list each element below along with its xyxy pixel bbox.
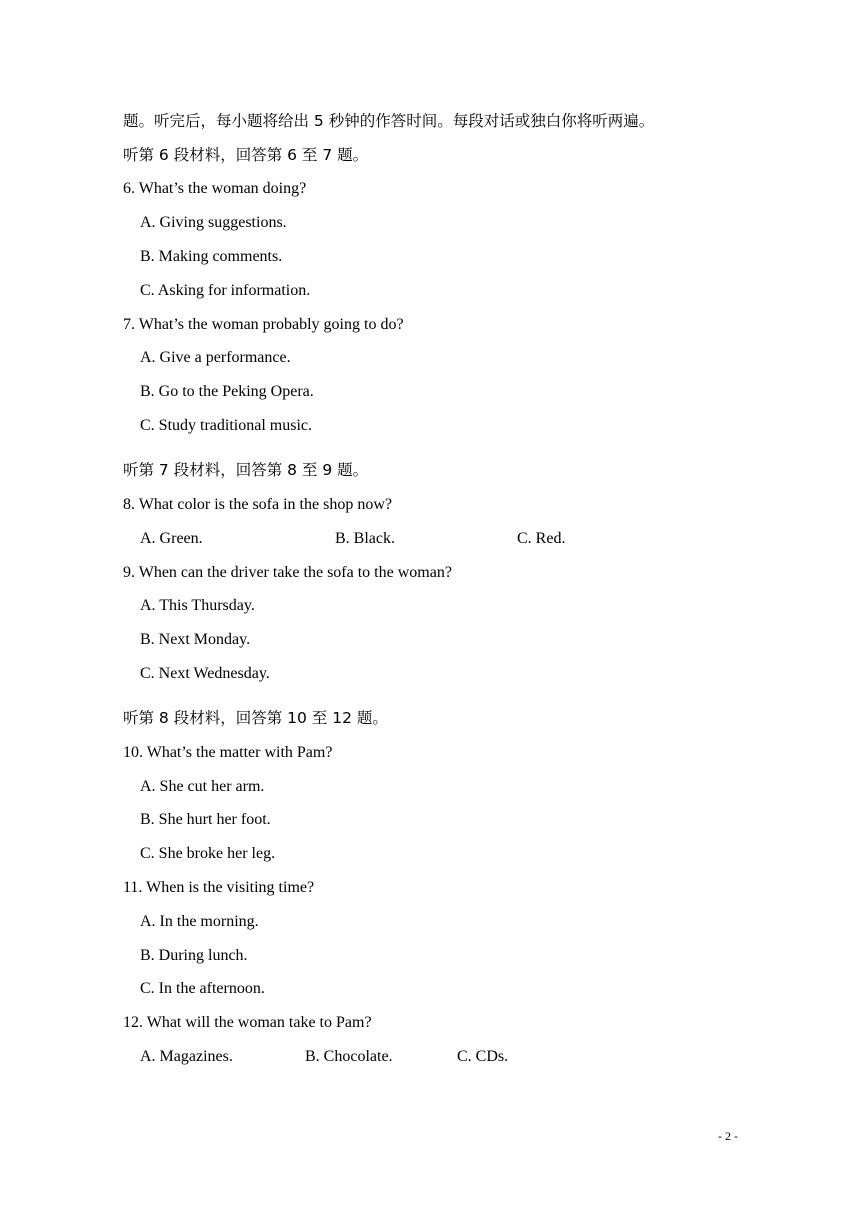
section-header-8: 听第 8 段材料，回答第 10 至 12 题。 (123, 709, 388, 727)
q10-option-a: A. She cut her arm. (140, 778, 265, 795)
q8-option-b: B. Black. (335, 530, 395, 547)
q11-option-a: A. In the morning. (140, 913, 259, 930)
question-6: 6. What’s the woman doing? (123, 180, 307, 197)
q7-option-c: C. Study traditional music. (140, 417, 312, 434)
question-12: 12. What will the woman take to Pam? (123, 1014, 372, 1031)
q11-option-b: B. During lunch. (140, 947, 248, 964)
q12-option-b: B. Chocolate. (305, 1048, 393, 1065)
section-header-6: 听第 6 段材料，回答第 6 至 7 题。 (123, 146, 369, 164)
q12-option-a: A. Magazines. (140, 1048, 233, 1065)
question-7: 7. What’s the woman probably going to do? (123, 316, 404, 333)
q6-option-c: C. Asking for information. (140, 282, 311, 299)
question-8: 8. What color is the sofa in the shop now? (123, 496, 392, 513)
q9-option-c: C. Next Wednesday. (140, 665, 270, 682)
instructions-text: 题。听完后，每小题将给出 5 秒钟的作答时间。每段对话或独白你将听两遍。 (123, 112, 655, 130)
q11-option-c: C. In the afternoon. (140, 980, 265, 997)
question-11: 11. When is the visiting time? (123, 879, 315, 896)
q10-option-c: C. She broke her leg. (140, 845, 276, 862)
q8-option-c: C. Red. (517, 530, 566, 547)
page-number: - 2 - (718, 1129, 738, 1143)
q7-option-a: A. Give a performance. (140, 349, 291, 366)
question-9: 9. When can the driver take the sofa to the woman? (123, 564, 452, 581)
q6-option-a: A. Giving suggestions. (140, 214, 287, 231)
q12-option-c: C. CDs. (457, 1048, 509, 1065)
question-10: 10. What’s the matter with Pam? (123, 744, 333, 761)
q10-option-b: B. She hurt her foot. (140, 811, 271, 828)
q6-option-b: B. Making comments. (140, 248, 283, 265)
q7-option-b: B. Go to the Peking Opera. (140, 383, 314, 400)
q8-option-a: A. Green. (140, 530, 203, 547)
q9-option-a: A. This Thursday. (140, 597, 255, 614)
section-header-7: 听第 7 段材料，回答第 8 至 9 题。 (123, 461, 369, 479)
q9-option-b: B. Next Monday. (140, 631, 251, 648)
